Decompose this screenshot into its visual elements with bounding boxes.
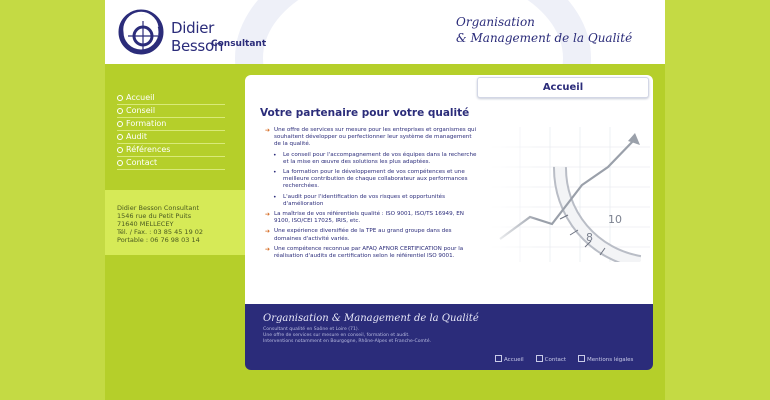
main-content-panel bbox=[245, 75, 653, 307]
footer bbox=[245, 304, 653, 370]
footer-line3: Interventions notamment en Bourgogne, Rhône-Alpes et Franche-Comté. bbox=[263, 339, 432, 344]
services-list bbox=[265, 127, 477, 263]
logo-name: Didier Besson bbox=[171, 19, 224, 55]
header-tagline-line1: Organisation bbox=[456, 15, 535, 29]
contact-name: Didier Besson Consultant bbox=[117, 204, 200, 212]
mail-icon bbox=[536, 355, 543, 362]
list-item: ➔ La maîtrise de vos référentiels qualité : ISO 9001, ISO/TS 16949, EN 9100, ISO/CEI 17025, IRIS, etc. bbox=[265, 211, 464, 225]
home-icon bbox=[495, 355, 502, 362]
arrow-right-icon: ➔ bbox=[265, 245, 271, 253]
bullet-circle-icon bbox=[117, 134, 123, 140]
logo-subtitle: Consultant bbox=[211, 39, 267, 49]
arrow-right-icon: ➔ bbox=[265, 127, 271, 134]
nav-item-contact[interactable] bbox=[117, 157, 225, 170]
dot-icon: • bbox=[273, 169, 277, 177]
header-tagline-line2: & Management de la Qualité bbox=[456, 31, 633, 45]
nav-item-label: Audit bbox=[126, 132, 147, 141]
gauge-chart-illustration bbox=[490, 127, 650, 262]
bullet-circle-icon bbox=[117, 147, 123, 153]
logo[interactable] bbox=[117, 7, 267, 55]
list-item: ➔ Une compétence reconnue par AFAQ AFNOR CERTIFICATION pour la réalisation d'audits de certification selon le référentiel ISO 9001. bbox=[265, 245, 464, 260]
nav-item-label: Références bbox=[126, 145, 171, 154]
nav-item-formation[interactable] bbox=[117, 118, 225, 131]
contact-city: 71640 MELLECEY bbox=[117, 220, 174, 228]
footer-line1: Consultant qualité en Saône et Loire (71). bbox=[263, 327, 360, 332]
bullet-circle-icon bbox=[117, 160, 123, 166]
list-item: • L'audit pour l'identification de vos risques et opportunités d'amélioration bbox=[273, 193, 445, 207]
info-icon bbox=[578, 355, 585, 362]
nav-item-accueil[interactable] bbox=[117, 92, 225, 105]
list-item: ➔ Une expérience diversifiée de la TPE au grand groupe dans des domaines d'activité variés. bbox=[265, 228, 452, 242]
logo-mark-icon bbox=[117, 7, 167, 57]
footer-links bbox=[495, 355, 633, 363]
bullet-circle-icon bbox=[117, 95, 123, 101]
contact-mobile: Portable : 06 76 98 03 14 bbox=[117, 236, 200, 244]
page-background-left bbox=[0, 0, 105, 400]
nav-item-audit[interactable] bbox=[117, 131, 225, 144]
contact-info-box bbox=[105, 190, 245, 255]
page-title: Votre partenaire pour votre qualité bbox=[260, 107, 470, 119]
footer-link-accueil[interactable]: Accueil bbox=[495, 355, 524, 363]
sidebar-nav bbox=[117, 92, 225, 170]
contact-phone: Tél. / Fax. : 03 85 45 19 02 bbox=[117, 228, 204, 236]
site-header bbox=[105, 0, 665, 64]
bullet-circle-icon bbox=[117, 108, 123, 114]
nav-item-label: Accueil bbox=[126, 93, 155, 102]
page-background-right bbox=[665, 0, 770, 400]
nav-item-conseil[interactable] bbox=[117, 105, 225, 118]
footer-link-mentions[interactable]: Mentions légales bbox=[578, 355, 633, 363]
footer-title: Organisation & Management de la Qualité bbox=[263, 313, 479, 324]
footer-line2: Une offre de services sur mesure en conseil, formation et audit. bbox=[263, 333, 410, 338]
arrow-right-icon: ➔ bbox=[265, 228, 271, 236]
footer-link-contact[interactable]: Contact bbox=[536, 355, 566, 363]
nav-item-label: Contact bbox=[126, 158, 158, 167]
nav-item-label: Conseil bbox=[126, 106, 156, 115]
arrow-right-icon: ➔ bbox=[265, 211, 271, 219]
list-item: • Le conseil pour l'accompagnement de vos équipes dans la recherche et la mise en œuvre des solutions les plus adaptées. bbox=[273, 151, 477, 165]
dot-icon: • bbox=[273, 193, 277, 201]
list-item: • La formation pour le développement de vos compétences et une meilleure contribution de chaque collaborateur aux performances recherchées. bbox=[273, 169, 468, 190]
nav-item-references[interactable] bbox=[117, 144, 225, 157]
nav-item-label: Formation bbox=[126, 119, 167, 128]
dot-icon: • bbox=[273, 151, 277, 159]
bullet-circle-icon bbox=[117, 121, 123, 127]
contact-street: 1546 rue du Petit Puits bbox=[117, 212, 192, 220]
list-item: ➔ Une offre de services sur mesure pour les entreprises et organismes qui souhaitent développer ou perfectionner leur système de management de la qualité. bbox=[265, 127, 477, 148]
tab-accueil[interactable]: Accueil bbox=[477, 77, 649, 98]
